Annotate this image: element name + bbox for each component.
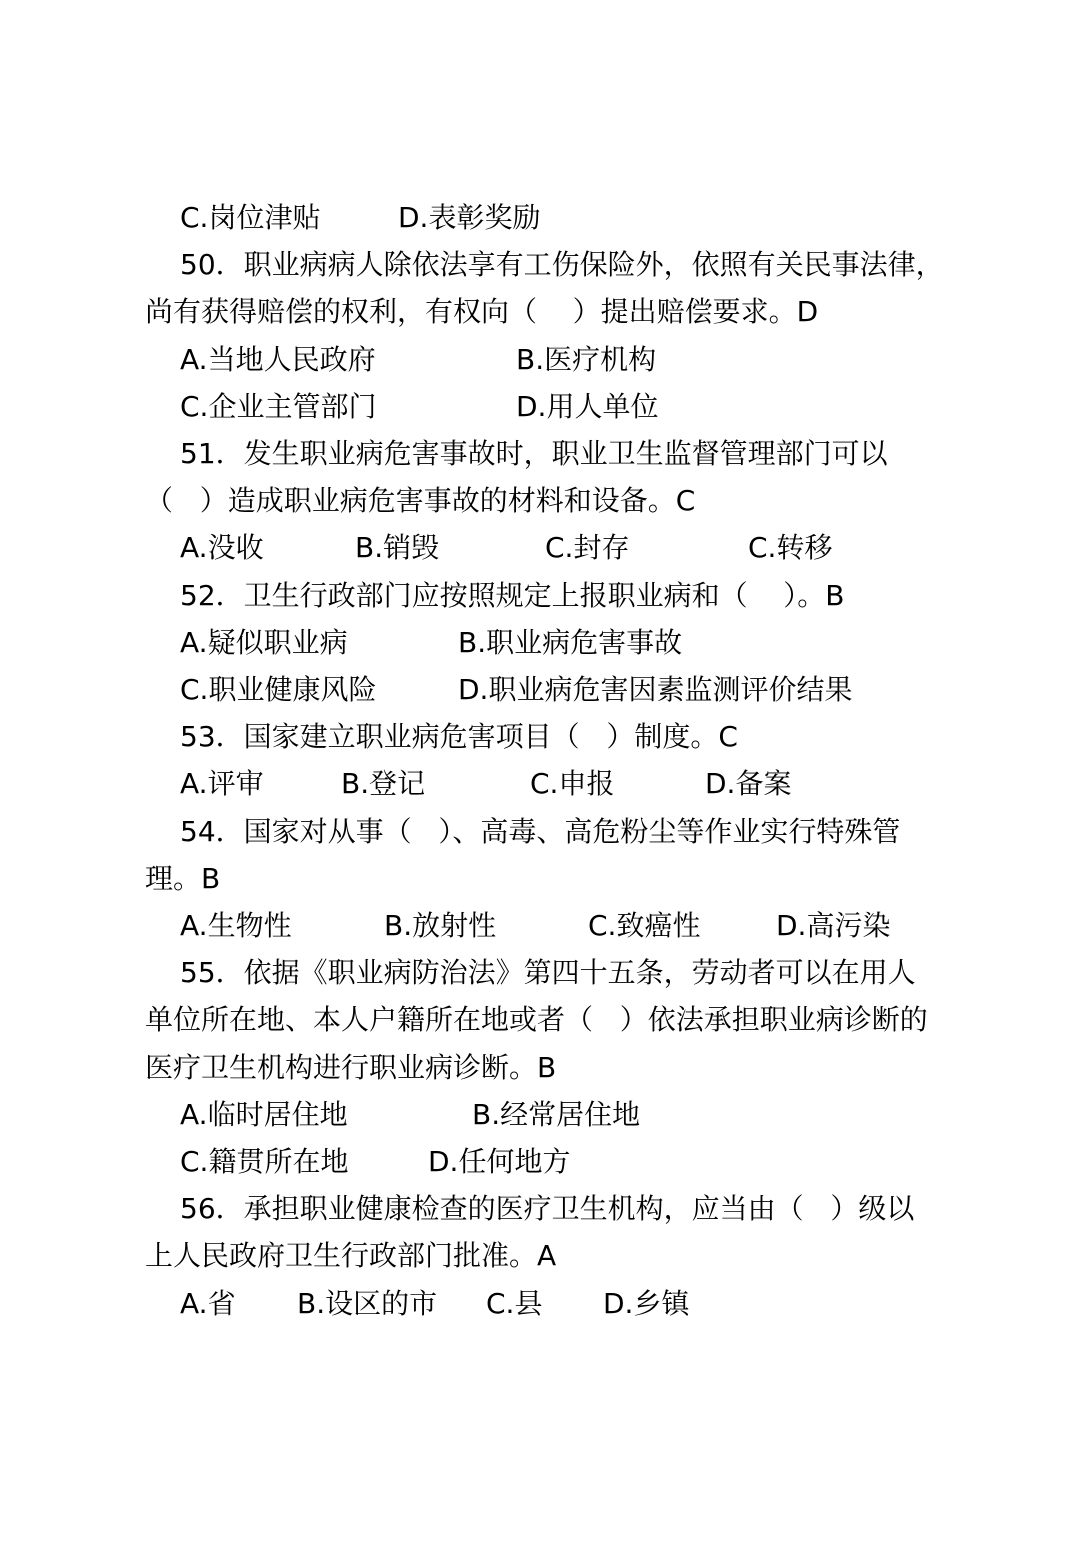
option-d: D.乡镇 (603, 1287, 690, 1320)
question-54-stem (0, 808, 1080, 855)
question-text: 53．国家建立职业病危害项目（ ）制度。C (180, 720, 738, 753)
option-d: D.用人单位 (516, 390, 659, 423)
options-line (0, 760, 1080, 807)
question-text: （ ）造成职业病危害事故的材料和设备。C (145, 484, 696, 517)
question-text: 56．承担职业健康检查的医疗卫生机构，应当由（ ）级以 (180, 1192, 915, 1225)
question-54-stem-cont (0, 855, 1080, 902)
options-line (0, 194, 1080, 241)
option-c: C.职业健康风险 (180, 673, 377, 706)
question-text: 51．发生职业病危害事故时，职业卫生监督管理部门可以 (180, 437, 888, 470)
option-b: B.设区的市 (297, 1287, 438, 1320)
question-text: 上人民政府卫生行政部门批准。A (145, 1239, 557, 1272)
option-d: D.高污染 (776, 909, 891, 942)
option-a: A.没收 (180, 531, 264, 564)
option-c: C.县 (486, 1287, 543, 1320)
option-b: B.职业病危害事故 (458, 626, 683, 659)
question-text: 50．职业病病人除依法享有工伤保险外，依照有关民事法律， (180, 248, 944, 281)
question-text: 单位所在地、本人户籍所在地或者（ ）依法承担职业病诊断的 (145, 1003, 928, 1036)
option-c: C.企业主管部门 (180, 390, 377, 423)
question-text: 医疗卫生机构进行职业病诊断。B (145, 1051, 557, 1084)
question-51-stem-cont (0, 477, 1080, 524)
question-55-stem (0, 949, 1080, 996)
options-line (0, 666, 1080, 713)
option-b: B.销毁 (355, 531, 440, 564)
option-d: D.职业病危害因素监测评价结果 (458, 673, 853, 706)
question-55-stem-cont (0, 1044, 1080, 1091)
question-56-stem-cont (0, 1232, 1080, 1279)
option-c: C.申报 (530, 767, 615, 800)
options-line (0, 902, 1080, 949)
options-line (0, 524, 1080, 571)
question-50-stem (0, 241, 1080, 288)
option-c: C.封存 (545, 531, 630, 564)
options-line (0, 1280, 1080, 1327)
question-51-stem (0, 430, 1080, 477)
option-a: A.临时居住地 (180, 1098, 348, 1131)
option-d: D.任何地方 (428, 1145, 571, 1178)
option-d: D.备案 (705, 767, 792, 800)
option-b: B.经常居住地 (472, 1098, 641, 1131)
option-b: B.登记 (341, 767, 426, 800)
question-text: 55．依据《职业病防治法》第四十五条，劳动者可以在用人 (180, 956, 916, 989)
option-a: A.生物性 (180, 909, 292, 942)
option-c: C.籍贯所在地 (180, 1145, 349, 1178)
options-line (0, 336, 1080, 383)
question-text: 尚有获得赔偿的权利，有权向（ ）提出赔偿要求。D (145, 295, 819, 328)
question-55-stem-cont (0, 996, 1080, 1043)
question-53-stem (0, 713, 1080, 760)
question-56-stem (0, 1185, 1080, 1232)
option-d: D.表彰奖励 (398, 201, 541, 234)
options-line (0, 1138, 1080, 1185)
option-a: A.当地人民政府 (180, 343, 376, 376)
question-text: 52．卫生行政部门应按照规定上报职业病和（ ）。B (180, 579, 845, 612)
option-a: A.疑似职业病 (180, 626, 348, 659)
option-a: A.评审 (180, 767, 264, 800)
options-line (0, 1091, 1080, 1138)
option-b: B.放射性 (384, 909, 497, 942)
options-line (0, 619, 1080, 666)
option-d: C.转移 (748, 531, 833, 564)
question-text: 54．国家对从事（ ）、高毒、高危粉尘等作业实行特殊管 (180, 815, 901, 848)
options-line (0, 383, 1080, 430)
option-a: A.省 (180, 1287, 236, 1320)
option-c: C.岗位津贴 (180, 201, 321, 234)
option-b: B.医疗机构 (516, 343, 657, 376)
question-52-stem (0, 572, 1080, 619)
question-text: 理。B (145, 862, 221, 895)
question-50-stem-cont (0, 288, 1080, 335)
option-c: C.致癌性 (588, 909, 701, 942)
